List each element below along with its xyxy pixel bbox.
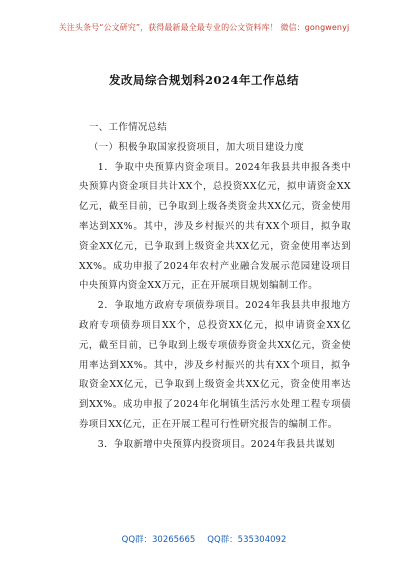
paragraph-3: 3．争取新增中央预算内投资项目。2024年我县共谋划 [97, 438, 335, 450]
footer-contact [0, 533, 408, 545]
subsection-heading: （一）积极争取国家投资项目，加大项目建设力度 [89, 141, 305, 153]
paragraph-1: 1．争取中央预算内资金项目。2024年我县共申报各类中央预算内资金项目共计XX个，总投资XX亿元，拟申请资金XX亿元，截至目前，已争取到上级各类资金共XX亿元，资金使用率达到XX%。其中，涉及乡村振兴的共有XX个项目，拟争取资金XX亿元，已争取到上级资金共XX亿元，资金使用率达到XX%。成功申报了2024年农村产业融合发展示范园建设项目中央预算内资金XX万元，正在开展项目规划编制工作。 [79, 161, 351, 292]
section-heading: 一、工作情况总结 [89, 122, 168, 133]
document-title: 发改局综合规划科2024年工作总结 [108, 73, 299, 87]
footer-qq-group-1: QQ群：30265665 [121, 535, 196, 545]
header-banner: 关注头条号“公文研究”，获得最新最全最专业的公文资料库！ 微信：gongwenyj [58, 23, 350, 32]
paragraph-2: 2．争取地方政府专项债券项目。2024年我县共申报地方政府专项债券项目XX个，总投资XX亿元，拟申请资金XX亿元，截至目前，已争取到上级专项债券资金共XX亿元，资金使用率达到XX%。其中，涉及乡村振兴的共有XX个项目，拟争取资金XX亿元，已争取到上级资金共XX亿元，资金使用率达到XX%。成功申报了2024年化垌镇生活污水处理工程专项债券项目XX亿元，正在开展工程可行性研究报告的编制工作。 [79, 300, 351, 430]
footer-qq-group-2: QQ群：535304092 [207, 535, 287, 545]
document-body [79, 118, 351, 455]
